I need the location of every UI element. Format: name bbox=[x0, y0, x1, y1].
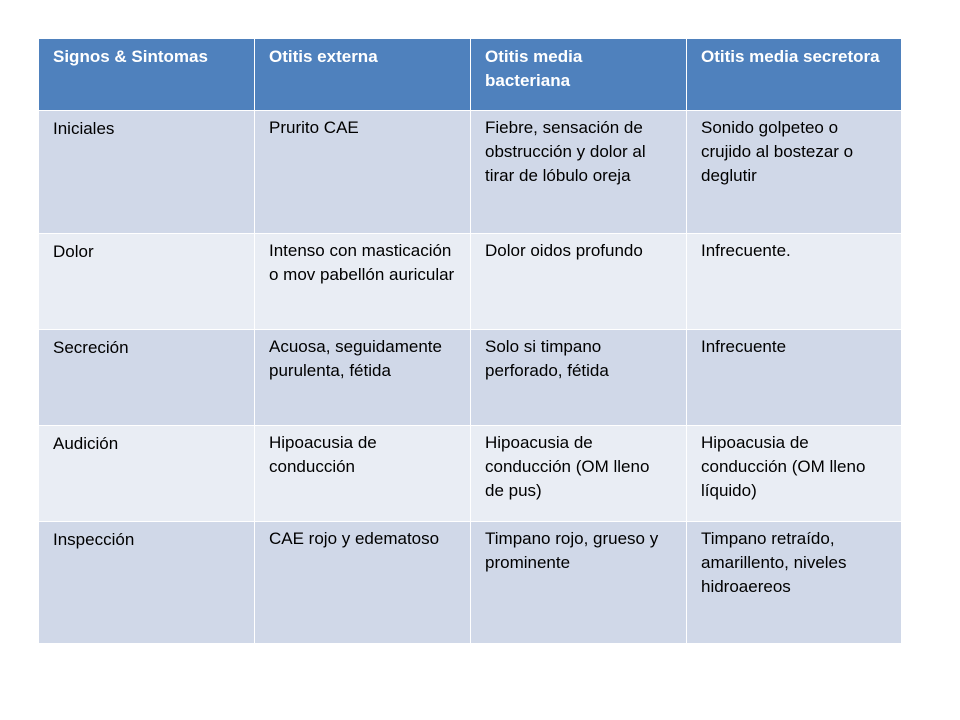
row-label: Inspección bbox=[39, 522, 255, 644]
table-cell: Infrecuente bbox=[687, 330, 902, 426]
table-cell: Prurito CAE bbox=[255, 111, 471, 234]
table-cell: Timpano rojo, grueso y prominente bbox=[471, 522, 687, 644]
table-row-audicion bbox=[39, 426, 902, 522]
table-cell: Hipoacusia de conducción (OM lleno líquido) bbox=[687, 426, 902, 522]
header-signos-sintomas: Signos & Sintomas bbox=[39, 39, 255, 111]
table-cell: Sonido golpeteo o crujido al bostezar o deglutir bbox=[687, 111, 902, 234]
table-cell: Acuosa, seguidamente purulenta, fétida bbox=[255, 330, 471, 426]
table-row-secrecion bbox=[39, 330, 902, 426]
row-label: Dolor bbox=[39, 234, 255, 330]
table-cell: Dolor oidos profundo bbox=[471, 234, 687, 330]
table-cell: CAE rojo y edematoso bbox=[255, 522, 471, 644]
header-otitis-media-secretora: Otitis media secretora bbox=[687, 39, 902, 111]
table-cell: Intenso con masticación o mov pabellón auricular bbox=[255, 234, 471, 330]
header-otitis-externa: Otitis externa bbox=[255, 39, 471, 111]
row-label: Audición bbox=[39, 426, 255, 522]
table-row-inspeccion bbox=[39, 522, 902, 644]
table-row-dolor bbox=[39, 234, 902, 330]
table-header-row bbox=[39, 39, 902, 111]
row-label: Secreción bbox=[39, 330, 255, 426]
row-label: Iniciales bbox=[39, 111, 255, 234]
table-row-iniciales bbox=[39, 111, 902, 234]
table-cell: Hipoacusia de conducción (OM lleno de pus) bbox=[471, 426, 687, 522]
table-cell: Hipoacusia de conducción bbox=[255, 426, 471, 522]
header-otitis-media-bacteriana: Otitis media bacteriana bbox=[471, 39, 687, 111]
table-cell: Infrecuente. bbox=[687, 234, 902, 330]
table-cell: Timpano retraído, amarillento, niveles hidroaereos bbox=[687, 522, 902, 644]
comparison-table bbox=[38, 38, 902, 644]
table-cell: Fiebre, sensación de obstrucción y dolor al tirar de lóbulo oreja bbox=[471, 111, 687, 234]
table-cell: Solo si timpano perforado, fétida bbox=[471, 330, 687, 426]
